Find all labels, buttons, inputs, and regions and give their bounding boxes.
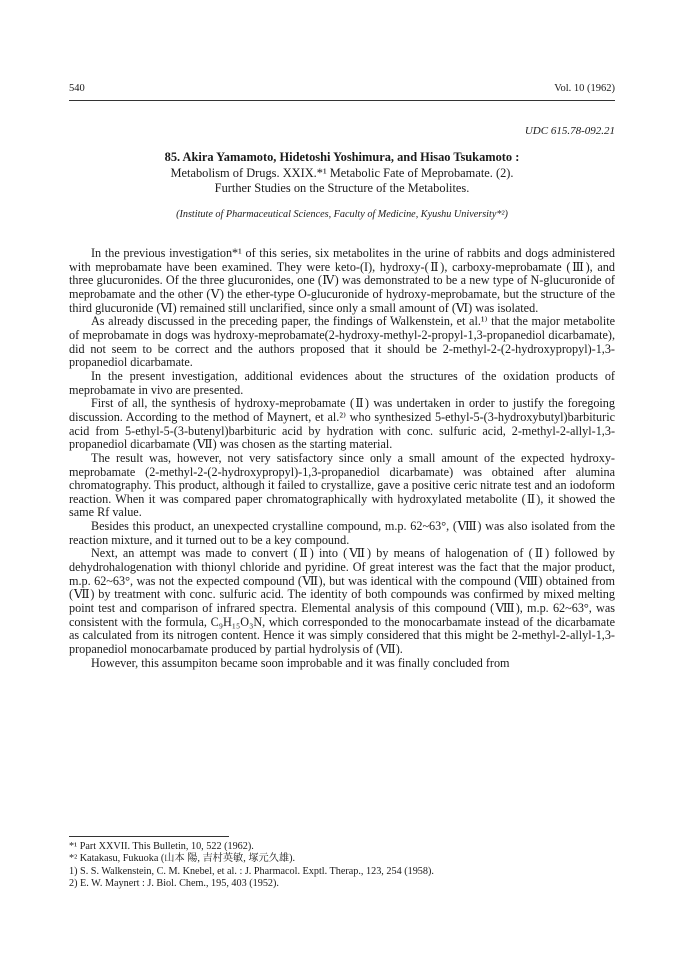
footnote: *² Katakasu, Fukuoka (山本 陽, 吉村英敏, 塚元久雄). — [69, 853, 296, 865]
subtitle-line: Further Studies on the Structure of the Metabolites. — [214, 181, 470, 195]
article-body — [69, 247, 615, 670]
paragraph: Besides this product, an unexpected crystalline compound, m.p. 62~63°, (Ⅷ) was also isolated from the reaction mixture, and it turned out to be a key compound. — [69, 519, 615, 547]
paragraph: First of all, the synthesis of hydroxy-meprobamate (Ⅱ) was undertaken in order to justify the foregoing discussion. According to the method of Maynert, et al.²⁾ who synthesized 5-ethyl-5-(3-hydroxybutyl)barbituric acid from 5-ethyl-5-(3-butenyl)barbituric acid by hydration with conc. sulfuric acid, 2-methyl-2-allyl-1,3-propanediol dicarbamate (Ⅶ) was chosen as the starting material. — [69, 396, 615, 452]
footnote: 2) E. W. Maynert : J. Biol. Chem., 195, 403 (1952). — [69, 878, 279, 890]
paragraph: However, this assumpiton became soon improbable and it was finally concluded from — [91, 655, 510, 670]
paragraph: Next, an attempt was made to convert (Ⅱ) into (Ⅶ) by means of halogenation of (Ⅱ) followed by dehydrohalogenation with thionyl chloride and pyridine. Of great interest was the fact that the major product, m.p. 62~63°, was not the expected compound (Ⅶ), but was identical with the compound (Ⅷ) obtained from (Ⅶ) by treatment with conc. sulfuric acid. The identity of both compounds was confirmed by mixed melting point test and comparison of infrared spectra. Elemental analysis of this compound (Ⅷ), m.p. 62~63°, was consistent with the formula, C₉H₁₅O₃N, which corresponded to the monocarbamate instead of the dicarbamate as calculated from its nitrogen content. Hence it was simply considered that this might be 2-methyl-2-allyl-1,3-propanediol monocarbamate produced by partial hydrolysis of (Ⅶ). — [69, 546, 615, 657]
udc-code: UDC 615.78-092.21 — [524, 125, 615, 137]
volume-label: Vol. 10 (1962) — [554, 83, 615, 94]
footnote: *¹ Part XXVII. This Bulletin, 10, 522 (1962). — [69, 841, 254, 852]
running-header — [69, 83, 615, 97]
footnotes — [69, 841, 615, 891]
page-number: 540 — [69, 83, 85, 94]
article-title — [69, 150, 615, 197]
paragraph: In the present investigation, additional evidences about the structures of the oxidation products of meprobamate in vivo are presented. — [69, 368, 615, 397]
footnote-rule — [69, 836, 229, 837]
paragraph: As already discussed in the preceding paper, the findings of Walkenstein, et al.¹⁾ that the major metabolite of meprobamate in dogs was hydroxy-meprobamate(2-hydroxy-methyl-2-propyl-1,3-propanediol dicarbamate), did not seem to be correct and the authors proposed that it should be 2-methyl-2-(2-hydroxypropyl)-1,3-propanediol dicarbamate. — [69, 314, 615, 370]
footnote: 1) S. S. Walkenstein, C. M. Knebel, et al. : J. Pharmacol. Exptl. Therap., 123, 254 (1958). — [69, 865, 434, 877]
paragraph: The result was, however, not very satisfactory since only a small amount of the expected hydroxy-meprobamate (2-methyl-2-(2-hydroxypropyl)-1,3-propanediol dicarbamate) was obtained after alumina chromatography. This product, although it failed to crystallize, gave a positive ceric nitrate test and an iodoform reaction. When it was compared paper chromatographically with hydroxylated metabolite (Ⅱ), it showed the same Rf value. — [69, 450, 615, 520]
paragraph: In the previous investigation*¹ of this series, six metabolites in the urine of rabbits and dogs administered with meprobamate have been examined. They were keto-(I), hydroxy-(Ⅱ), carboxy-meprobamate (Ⅲ), and three glucuronides. Of the three glucuronides, one (Ⅳ) was demonstrated to be a new type of N-glucuronide of meprobamate and the other (Ⅴ) the ether-type O-glucuronide of hydroxy-meprobamate, but the structure of the third glucuronide (Ⅵ) remained still unclarified, since only a small amount of (Ⅵ) was isolated. — [69, 246, 615, 315]
header-rule — [69, 100, 615, 101]
author-line: 85. Akira Yamamoto, Hidetoshi Yoshimura, and Hisao Tsukamoto : — [164, 150, 520, 164]
affiliation: (Institute of Pharmaceutical Sciences, Faculty of Medicine, Kyushu University*²) — [176, 209, 508, 220]
title-line: Metabolism of Drugs. XXIX.*¹ Metabolic Fate of Meprobamate. (2). — [170, 165, 514, 180]
